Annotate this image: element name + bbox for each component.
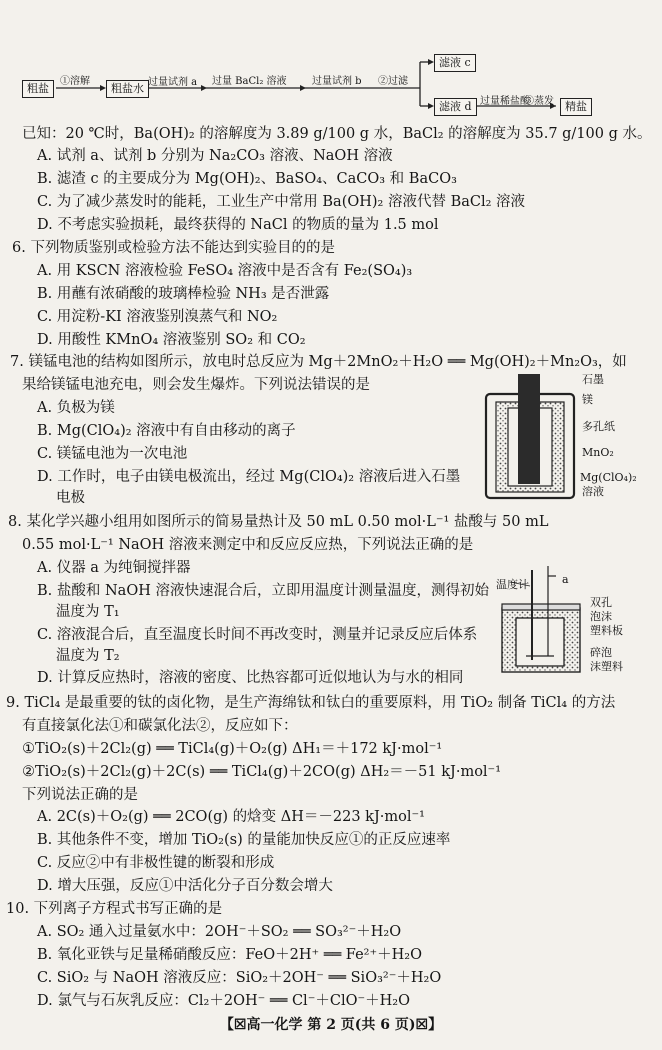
q9-option-a: A. 2C(s)＋O₂(g) ══ 2CO(g) 的焓变 ΔH＝－223 kJ·mol⁻¹: [37, 809, 425, 825]
q9-option-b: B. 其他条件不变，增加 TiO₂(s) 的量能加快反应①的正反应速率: [37, 832, 451, 848]
label-instrument-a: a: [562, 573, 569, 586]
q10-option-d: D. 氯气与石灰乳反应：Cl₂＋2OH⁻ ══ Cl⁻＋ClO⁻＋H₂O: [37, 993, 410, 1009]
q5-option-c: C. 为了减少蒸发时的能耗，工业生产中常用 Ba(OH)₂ 溶液代替 BaCl₂ 溶液: [37, 194, 526, 210]
flow-box-refined-salt: 精盐: [560, 98, 592, 116]
q6-option-c: C. 用淀粉-KI 溶液鉴别溴蒸气和 NO₂: [37, 309, 278, 325]
battery-diagram: [484, 372, 578, 502]
q5-given: 已知：20 ℃时，Ba(OH)₂ 的溶解度为 3.89 g/100 g 水，BaCl₂ 的溶解度为 35.7 g/100 g 水。: [22, 126, 652, 142]
q9-stem-line2: 有直接氯化法①和碳氯化法②，反应如下：: [22, 718, 298, 734]
q8-option-b-line2: 温度为 T₁: [56, 604, 120, 620]
q6-option-b: B. 用蘸有浓硝酸的玻璃棒检验 NH₃ 是否泄露: [37, 286, 330, 302]
label-porous-paper: 多孔纸: [582, 420, 615, 433]
q8-option-b-line1: B. 盐酸和 NaOH 溶液快速混合后，立即用温度计测量温度，测得初始: [37, 583, 489, 599]
q7-option-d-line1: D. 工作时，电子由镁电极流出，经过 Mg(ClO₄)₂ 溶液后进入石墨: [37, 469, 461, 485]
q7-option-b: B. Mg(ClO₄)₂ 溶液中有自由移动的离子: [37, 423, 296, 439]
q9-reaction-1: ①TiO₂(s)＋2Cl₂(g) ══ TiCl₄(g)＋O₂(g) ΔH₁＝＋172 kJ·mol⁻¹: [22, 741, 443, 757]
q7-option-c: C. 镁锰电池为一次电池: [37, 446, 188, 462]
flow-box-filtrate-d: 滤液 d: [434, 98, 477, 116]
q9-reaction-2: ②TiO₂(s)＋2Cl₂(g)＋2C(s) ══ TiCl₄(g)＋2CO(g) ΔH₂＝－51 kJ·mol⁻¹: [22, 764, 502, 780]
flow-box-residue-c: 滤液 c: [434, 54, 476, 72]
q8-option-a: A. 仪器 a 为纯铜搅拌器: [37, 560, 191, 576]
label-double-hole: 双孔: [590, 596, 612, 609]
q5-option-d: D. 不考虑实验损耗，最终获得的 NaCl 的物质的量为 1.5 mol: [37, 217, 439, 233]
q10-option-c: C. SiO₂ 与 NaOH 溶液反应：SiO₂＋2OH⁻ ══ SiO₃²⁻＋H₂O: [37, 970, 442, 986]
q9-stem-line1: 9. TiCl₄ 是最重要的钛的卤化物，是生产海绵钛和钛白的重要原料，用 TiO₂ 制备 TiCl₄ 的方法: [6, 695, 616, 711]
label-plastic-board: 塑料板: [590, 624, 623, 637]
flow-step-filter: ②过滤: [378, 76, 408, 87]
q7-stem-line2: 果给镁锰电池充电，则会发生爆炸。下列说法错误的是: [22, 377, 370, 393]
q7-stem-line1: 7. 镁锰电池的结构如图所示，放电时总反应为 Mg＋2MnO₂＋H₂O ══ Mg(OH)₂＋Mn₂O₃，如: [10, 354, 627, 370]
q5-option-b: B. 滤渣 c 的主要成分为 Mg(OH)₂、BaSO₄、CaCO₃ 和 BaCO₃: [37, 171, 457, 187]
label-foam: 泡沫: [590, 610, 612, 623]
q6-option-a: A. 用 KSCN 溶液检验 FeSO₄ 溶液中是否含有 Fe₂(SO₄)₃: [37, 263, 413, 279]
flow-reagent-a: 过量试剂 a: [148, 77, 198, 88]
label-solution: 溶液: [582, 485, 604, 498]
q9-option-c: C. 反应②中有非极性键的断裂和形成: [37, 855, 275, 871]
q10-option-a: A. SO₂ 通入过量氨水中：2OH⁻＋SO₂ ══ SO₃²⁻＋H₂O: [37, 924, 402, 940]
flow-reagent-hcl: 过量稀盐酸: [480, 96, 530, 107]
label-mgclo4: Mg(ClO₄)₂: [580, 471, 637, 484]
page-footer: 【☒高一化学 第 2 页(共 6 页)☒】: [219, 1017, 443, 1033]
flow-step-dissolve: ①溶解: [60, 76, 90, 87]
q10-option-b: B. 氧化亚铁与足量稀硝酸反应：FeO＋2H⁺ ══ Fe²⁺＋H₂O: [37, 947, 422, 963]
q9-stem-line3: 下列说法正确的是: [22, 787, 138, 803]
flow-box-crude-salt: 粗盐: [22, 80, 54, 98]
q10-stem: 10. 下列离子方程式书写正确的是: [6, 901, 223, 917]
label-thermometer: 温度计: [496, 578, 529, 591]
label-broken-foam: 碎泡: [590, 646, 612, 659]
label-magnesium: 镁: [582, 393, 593, 406]
q7-option-a: A. 负极为镁: [37, 400, 115, 416]
label-foam-plastic: 沫塑料: [590, 660, 623, 673]
q7-option-d-line2: 电极: [56, 490, 85, 506]
flow-step-evaporate: ③蒸发: [524, 96, 554, 107]
q8-option-c-line2: 温度为 T₂: [56, 648, 120, 664]
flow-reagent-bacl2: 过量 BaCl₂ 溶液: [212, 76, 287, 87]
q8-option-c-line1: C. 溶液混合后，直至温度长时间不再改变时，测量并记录反应后体系: [37, 627, 478, 643]
flow-reagent-b: 过量试剂 b: [312, 76, 362, 87]
label-mno2: MnO₂: [582, 446, 614, 459]
q8-option-d: D. 计算反应热时，溶液的密度、比热容都可近似地认为与水的相同: [37, 670, 464, 686]
q6-stem: 6. 下列物质鉴别或检验方法不能达到实验目的的是: [12, 240, 335, 256]
label-graphite: 石墨: [582, 373, 604, 386]
q9-option-d: D. 增大压强，反应①中活化分子百分数会增大: [37, 878, 333, 894]
q8-stem-line1: 8. 某化学兴趣小组用如图所示的简易量热计及 50 mL 0.50 mol·L⁻¹ 盐酸与 50 mL: [8, 514, 549, 530]
q5-option-a: A. 试剂 a、试剂 b 分别为 Na₂CO₃ 溶液、NaOH 溶液: [37, 148, 393, 164]
q8-stem-line2: 0.55 mol·L⁻¹ NaOH 溶液来测定中和反应反应热，下列说法正确的是: [22, 537, 474, 553]
flow-box-brine: 粗盐水: [106, 80, 149, 98]
q6-option-d: D. 用酸性 KMnO₄ 溶液鉴别 SO₂ 和 CO₂: [37, 332, 306, 348]
